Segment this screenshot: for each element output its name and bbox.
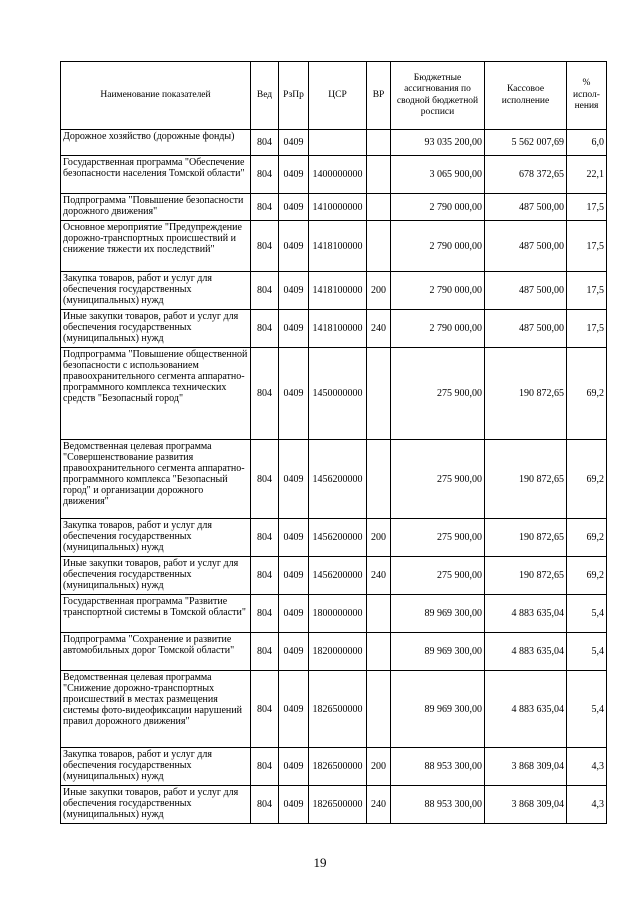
cell-budget: 275 900,00 bbox=[391, 557, 485, 595]
cell-rzpr: 0409 bbox=[279, 310, 309, 348]
table-row bbox=[61, 595, 607, 633]
cell-name: Подпрограмма "Сохранение и развитие автомобильных дорог Томской области" bbox=[61, 633, 251, 671]
cell-cash: 3 868 309,04 bbox=[485, 748, 567, 786]
cell-budget: 89 969 300,00 bbox=[391, 633, 485, 671]
cell-cash: 487 500,00 bbox=[485, 194, 567, 221]
cell-pct: 5,4 bbox=[567, 633, 607, 671]
cell-vr bbox=[367, 440, 391, 519]
cell-ved: 804 bbox=[251, 130, 279, 156]
cell-cash: 190 872,65 bbox=[485, 557, 567, 595]
cell-pct: 6,0 bbox=[567, 130, 607, 156]
budget-table bbox=[60, 61, 607, 824]
cell-ved: 804 bbox=[251, 671, 279, 748]
cell-rzpr: 0409 bbox=[279, 221, 309, 272]
cell-budget: 2 790 000,00 bbox=[391, 310, 485, 348]
table-row bbox=[61, 272, 607, 310]
cell-csr: 1410000000 bbox=[309, 194, 367, 221]
cell-name: Ведомственная целевая программа "Совершенствование развития правоохранительного сегмента аппаратно-программного комплекса "Безопасный город" и организации дорожного движения" bbox=[61, 440, 251, 519]
cell-vr: 240 bbox=[367, 557, 391, 595]
cell-name: Иные закупки товаров, работ и услуг для обеспечения государственных (муниципальных) нужд bbox=[61, 310, 251, 348]
cell-vr bbox=[367, 194, 391, 221]
cell-vr bbox=[367, 348, 391, 440]
table-row bbox=[61, 194, 607, 221]
cell-ved: 804 bbox=[251, 310, 279, 348]
table-row bbox=[61, 557, 607, 595]
page-number: 19 bbox=[313, 855, 327, 870]
table-row bbox=[61, 156, 607, 194]
cell-vr bbox=[367, 671, 391, 748]
cell-name: Ведомственная целевая программа "Снижение дорожно-транспортных происшествий в местах размещения системы фото-видеофиксации нарушений правил дорожного движения" bbox=[61, 671, 251, 748]
cell-vr bbox=[367, 633, 391, 671]
header-vr: ВР bbox=[367, 62, 391, 130]
cell-name: Иные закупки товаров, работ и услуг для обеспечения государственных (муниципальных) нужд bbox=[61, 786, 251, 824]
cell-ved: 804 bbox=[251, 348, 279, 440]
cell-cash: 4 883 635,04 bbox=[485, 633, 567, 671]
cell-ved: 804 bbox=[251, 786, 279, 824]
table-row bbox=[61, 348, 607, 440]
cell-cash: 678 372,65 bbox=[485, 156, 567, 194]
cell-ved: 804 bbox=[251, 194, 279, 221]
cell-rzpr: 0409 bbox=[279, 519, 309, 557]
cell-ved: 804 bbox=[251, 440, 279, 519]
cell-cash: 5 562 007,69 bbox=[485, 130, 567, 156]
header-name: Наименование показателей bbox=[61, 62, 251, 130]
cell-cash: 487 500,00 bbox=[485, 272, 567, 310]
table-row bbox=[61, 671, 607, 748]
cell-rzpr: 0409 bbox=[279, 440, 309, 519]
cell-budget: 2 790 000,00 bbox=[391, 272, 485, 310]
cell-rzpr: 0409 bbox=[279, 786, 309, 824]
table-row bbox=[61, 440, 607, 519]
cell-ved: 804 bbox=[251, 748, 279, 786]
cell-pct: 5,4 bbox=[567, 595, 607, 633]
table-body bbox=[61, 130, 607, 824]
cell-cash: 190 872,65 bbox=[485, 348, 567, 440]
cell-pct: 4,3 bbox=[567, 748, 607, 786]
cell-pct: 69,2 bbox=[567, 440, 607, 519]
cell-name: Государственная программа "Развитие транспортной системы в Томской области" bbox=[61, 595, 251, 633]
cell-budget: 2 790 000,00 bbox=[391, 221, 485, 272]
cell-budget: 88 953 300,00 bbox=[391, 786, 485, 824]
cell-name: Дорожное хозяйство (дорожные фонды) bbox=[61, 130, 251, 156]
cell-name: Основное мероприятие "Предупреждение дорожно-транспортных происшествий и снижение тяжести их последствий" bbox=[61, 221, 251, 272]
cell-pct: 5,4 bbox=[567, 671, 607, 748]
cell-rzpr: 0409 bbox=[279, 272, 309, 310]
cell-budget: 2 790 000,00 bbox=[391, 194, 485, 221]
cell-vr: 240 bbox=[367, 786, 391, 824]
cell-ved: 804 bbox=[251, 557, 279, 595]
cell-rzpr: 0409 bbox=[279, 348, 309, 440]
cell-pct: 17,5 bbox=[567, 221, 607, 272]
cell-rzpr: 0409 bbox=[279, 748, 309, 786]
cell-csr: 1456200000 bbox=[309, 440, 367, 519]
cell-rzpr: 0409 bbox=[279, 633, 309, 671]
cell-name: Подпрограмма "Повышение безопасности дорожного движения" bbox=[61, 194, 251, 221]
cell-vr bbox=[367, 221, 391, 272]
cell-pct: 17,5 bbox=[567, 310, 607, 348]
header-cash: Кассовое исполнение bbox=[485, 62, 567, 130]
cell-vr bbox=[367, 595, 391, 633]
cell-csr: 1826500000 bbox=[309, 786, 367, 824]
cell-budget: 93 035 200,00 bbox=[391, 130, 485, 156]
cell-vr: 200 bbox=[367, 519, 391, 557]
cell-vr bbox=[367, 130, 391, 156]
cell-csr: 1400000000 bbox=[309, 156, 367, 194]
cell-ved: 804 bbox=[251, 633, 279, 671]
cell-csr: 1456200000 bbox=[309, 519, 367, 557]
header-csr: ЦСР bbox=[309, 62, 367, 130]
cell-cash: 487 500,00 bbox=[485, 310, 567, 348]
cell-csr: 1800000000 bbox=[309, 595, 367, 633]
cell-name: Государственная программа "Обеспечение безопасности населения Томской области" bbox=[61, 156, 251, 194]
cell-csr: 1820000000 bbox=[309, 633, 367, 671]
cell-cash: 487 500,00 bbox=[485, 221, 567, 272]
cell-pct: 69,2 bbox=[567, 348, 607, 440]
cell-cash: 190 872,65 bbox=[485, 519, 567, 557]
cell-csr: 1418100000 bbox=[309, 272, 367, 310]
cell-budget: 89 969 300,00 bbox=[391, 595, 485, 633]
cell-name: Закупка товаров, работ и услуг для обеспечения государственных (муниципальных) нужд bbox=[61, 272, 251, 310]
cell-csr: 1826500000 bbox=[309, 671, 367, 748]
cell-budget: 275 900,00 bbox=[391, 440, 485, 519]
table-row bbox=[61, 130, 607, 156]
header-ved: Вед bbox=[251, 62, 279, 130]
cell-pct: 69,2 bbox=[567, 519, 607, 557]
table-header-row bbox=[61, 62, 607, 130]
cell-csr: 1456200000 bbox=[309, 557, 367, 595]
cell-budget: 88 953 300,00 bbox=[391, 748, 485, 786]
cell-csr: 1450000000 bbox=[309, 348, 367, 440]
cell-name: Иные закупки товаров, работ и услуг для обеспечения государственных (муниципальных) нужд bbox=[61, 557, 251, 595]
cell-csr bbox=[309, 130, 367, 156]
cell-vr bbox=[367, 156, 391, 194]
cell-cash: 4 883 635,04 bbox=[485, 671, 567, 748]
cell-budget: 275 900,00 bbox=[391, 348, 485, 440]
table-row bbox=[61, 310, 607, 348]
cell-pct: 17,5 bbox=[567, 272, 607, 310]
cell-name: Закупка товаров, работ и услуг для обеспечения государственных (муниципальных) нужд bbox=[61, 748, 251, 786]
cell-rzpr: 0409 bbox=[279, 194, 309, 221]
cell-csr: 1826500000 bbox=[309, 748, 367, 786]
table-row bbox=[61, 633, 607, 671]
cell-ved: 804 bbox=[251, 221, 279, 272]
table-row bbox=[61, 748, 607, 786]
cell-ved: 804 bbox=[251, 156, 279, 194]
cell-vr: 200 bbox=[367, 272, 391, 310]
cell-csr: 1418100000 bbox=[309, 221, 367, 272]
cell-cash: 190 872,65 bbox=[485, 440, 567, 519]
table-row bbox=[61, 221, 607, 272]
cell-rzpr: 0409 bbox=[279, 130, 309, 156]
cell-budget: 89 969 300,00 bbox=[391, 671, 485, 748]
cell-cash: 3 868 309,04 bbox=[485, 786, 567, 824]
cell-pct: 4,3 bbox=[567, 786, 607, 824]
table-row bbox=[61, 786, 607, 824]
cell-ved: 804 bbox=[251, 519, 279, 557]
cell-rzpr: 0409 bbox=[279, 671, 309, 748]
table-row bbox=[61, 519, 607, 557]
cell-cash: 4 883 635,04 bbox=[485, 595, 567, 633]
cell-budget: 3 065 900,00 bbox=[391, 156, 485, 194]
cell-pct: 17,5 bbox=[567, 194, 607, 221]
header-rzpr: РзПр bbox=[279, 62, 309, 130]
cell-ved: 804 bbox=[251, 595, 279, 633]
header-pct: % испол-нения bbox=[567, 62, 607, 130]
cell-rzpr: 0409 bbox=[279, 156, 309, 194]
cell-name: Подпрограмма "Повышение общественной безопасности с использованием правоохранительного сегмента аппаратно-программного комплекса технических средств "Безопасный город" bbox=[61, 348, 251, 440]
cell-name: Закупка товаров, работ и услуг для обеспечения государственных (муниципальных) нужд bbox=[61, 519, 251, 557]
cell-pct: 69,2 bbox=[567, 557, 607, 595]
cell-vr: 200 bbox=[367, 748, 391, 786]
cell-ved: 804 bbox=[251, 272, 279, 310]
header-budget: Бюджетные ассигнования по сводной бюджетной росписи bbox=[391, 62, 485, 130]
cell-budget: 275 900,00 bbox=[391, 519, 485, 557]
cell-csr: 1418100000 bbox=[309, 310, 367, 348]
cell-rzpr: 0409 bbox=[279, 557, 309, 595]
cell-rzpr: 0409 bbox=[279, 595, 309, 633]
cell-pct: 22,1 bbox=[567, 156, 607, 194]
cell-vr: 240 bbox=[367, 310, 391, 348]
